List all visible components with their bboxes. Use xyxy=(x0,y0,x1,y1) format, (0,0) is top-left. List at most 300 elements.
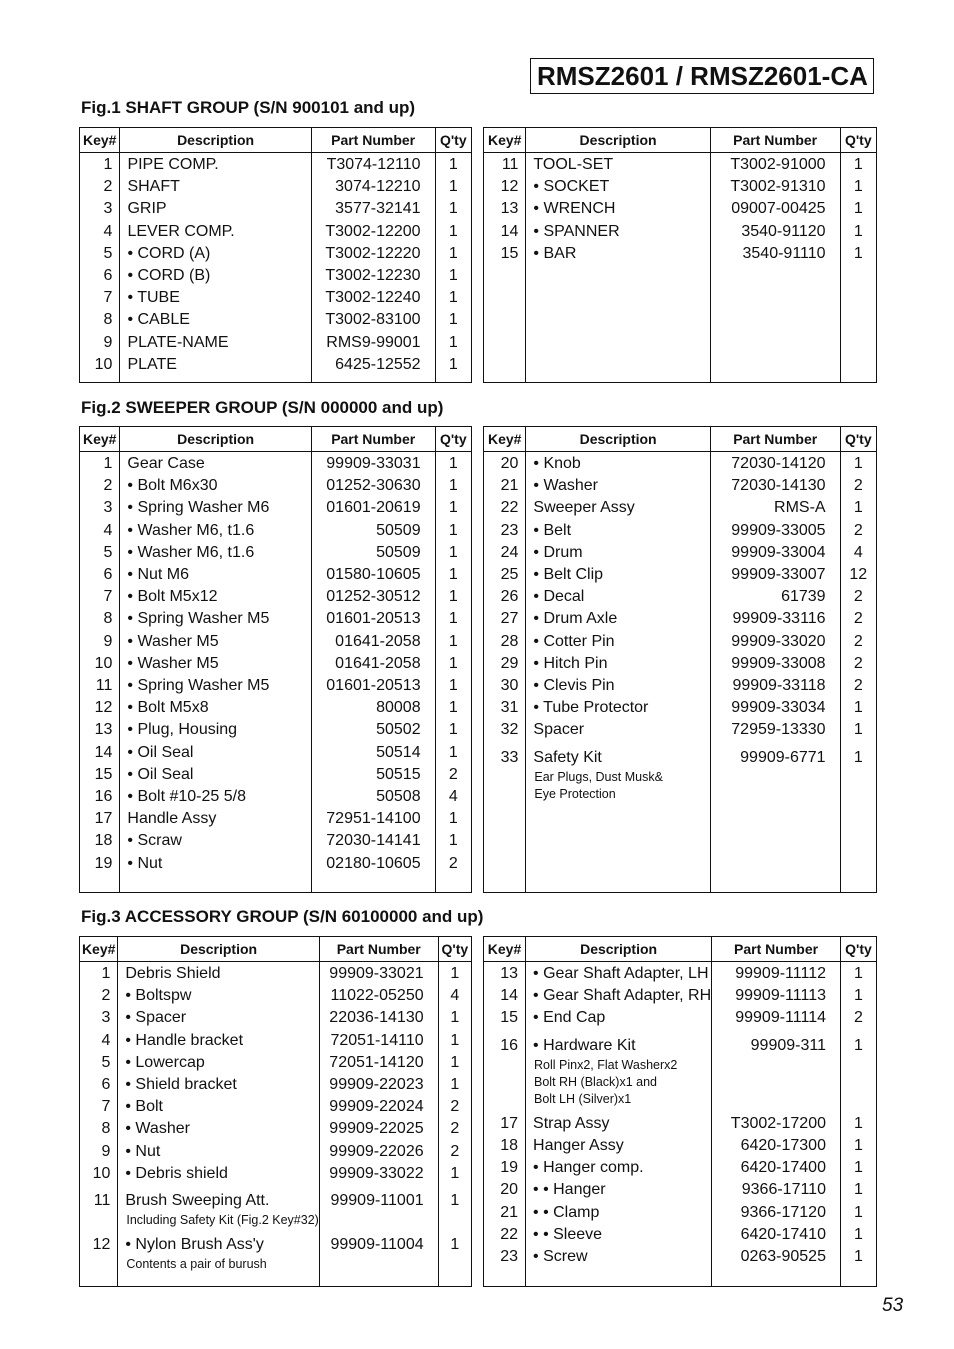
row-spacer xyxy=(711,769,840,803)
column-part xyxy=(710,452,840,893)
row-part: 99909-11001 xyxy=(330,1192,424,1210)
row-gap xyxy=(526,803,709,808)
row-key: 20 xyxy=(500,455,519,472)
row-spacer xyxy=(439,1256,471,1273)
row-spacer xyxy=(439,1212,471,1229)
row-qty: 1 xyxy=(853,156,863,173)
row-qty: 2 xyxy=(853,521,863,539)
row-key: 10 xyxy=(92,1164,111,1182)
row-key: 5 xyxy=(103,244,113,262)
row-gap xyxy=(841,803,876,808)
row-desc: • Spring Washer M6 xyxy=(127,499,270,517)
row-qty: 1 xyxy=(448,455,458,472)
row-key: 1 xyxy=(103,455,113,472)
row-key: 6 xyxy=(103,566,113,584)
row-key: 24 xyxy=(500,543,519,561)
header-key: Key# xyxy=(80,937,118,962)
row-desc: • End Cap xyxy=(533,1009,606,1027)
row-desc: • Drum Axle xyxy=(533,610,618,628)
row-key: 5 xyxy=(103,543,113,561)
row-key: 12 xyxy=(92,1236,111,1254)
row-desc: Safety Kit xyxy=(533,748,602,766)
row-desc: • Gear Shaft Adapter, RH xyxy=(533,987,712,1005)
row-qty: 1 xyxy=(448,156,458,173)
row-part: 99909-11004 xyxy=(330,1236,424,1254)
row-desc: LEVER COMP. xyxy=(127,222,235,240)
row-part: RMS9-99001 xyxy=(326,333,421,351)
row-note: Contents a pair of burush xyxy=(126,1257,267,1272)
row-part: 99909-33007 xyxy=(731,566,826,584)
row-key: 3 xyxy=(101,1009,111,1027)
header-key: Key# xyxy=(484,128,526,153)
row-part: 01601-20619 xyxy=(326,499,421,517)
row-desc: TOOL-SET xyxy=(533,156,614,173)
row-part: 99909-33004 xyxy=(731,543,826,561)
row-part: 72030-14120 xyxy=(731,455,826,472)
row-key: 20 xyxy=(500,1181,519,1199)
row-qty: 2 xyxy=(854,1009,863,1027)
header-description: Description xyxy=(526,427,710,452)
row-desc: GRIP xyxy=(127,200,167,218)
row-qty: 1 xyxy=(854,1036,863,1054)
row-key: 23 xyxy=(500,1248,519,1266)
row-part: T3002-91310 xyxy=(730,178,826,196)
row-key: 10 xyxy=(94,654,113,672)
row-qty: 2 xyxy=(853,477,863,495)
row-desc: • CORD (B) xyxy=(127,267,211,285)
header-qty: Q'ty xyxy=(840,937,876,962)
row-part: T3002-12230 xyxy=(325,267,421,285)
row-qty: 1 xyxy=(448,477,458,495)
row-qty: 1 xyxy=(450,1031,460,1049)
row-qty: 1 xyxy=(853,699,863,717)
fig1-right-table xyxy=(483,127,877,383)
row-part: 99909-11114 xyxy=(735,1009,826,1027)
row-part: T3002-83100 xyxy=(325,311,421,329)
column-desc xyxy=(120,452,311,893)
row-part: T3074-12110 xyxy=(326,156,421,173)
column-qty xyxy=(840,153,876,383)
row-part: 72030-14141 xyxy=(326,832,421,850)
row-part: 01601-20513 xyxy=(326,677,421,695)
column-desc xyxy=(120,153,311,383)
row-spacer xyxy=(80,1212,117,1229)
row-part: 02180-10605 xyxy=(326,854,421,872)
row-desc: • Decal xyxy=(533,588,585,606)
row-part: 99909-33116 xyxy=(732,610,826,628)
row-qty: 1 xyxy=(450,1164,460,1182)
row-desc: • Belt Clip xyxy=(533,566,604,584)
row-part: 99909-22023 xyxy=(329,1076,424,1094)
row-part: 9366-17120 xyxy=(740,1203,826,1221)
row-part: 99909-22026 xyxy=(329,1142,424,1160)
header-qty: Q'ty xyxy=(435,128,471,153)
row-qty: 4 xyxy=(450,987,460,1005)
header-part-number: Part Number xyxy=(319,937,438,962)
row-desc: • Gear Shaft Adapter, LH xyxy=(533,965,709,982)
row-key: 3 xyxy=(103,200,113,218)
row-part: 0263-90525 xyxy=(740,1248,826,1266)
row-key: 7 xyxy=(103,289,113,307)
row-desc: • Cotter Pin xyxy=(533,632,615,650)
row-desc: • BAR xyxy=(533,244,577,262)
row-key: 16 xyxy=(500,1036,519,1054)
row-desc: • Drum xyxy=(533,543,583,561)
row-key: 9 xyxy=(103,632,113,650)
row-part: 01641-2058 xyxy=(335,654,421,672)
row-desc: • Washer M5 xyxy=(127,632,219,650)
row-desc: • CABLE xyxy=(127,311,190,329)
fig2-title: Fig.2 SWEEPER GROUP (S/N 000000 and up) xyxy=(81,398,444,417)
row-part: 50509 xyxy=(376,521,421,539)
row-key: 19 xyxy=(94,854,113,872)
column-qty xyxy=(435,153,471,383)
row-qty: 1 xyxy=(854,1203,863,1221)
row-part: 99909-11112 xyxy=(735,965,826,982)
row-qty: 1 xyxy=(450,1236,460,1254)
row-qty: 1 xyxy=(854,965,863,982)
fig3-title: Fig.3 ACCESSORY GROUP (S/N 60100000 and up) xyxy=(81,907,484,926)
row-qty: 12 xyxy=(849,566,868,584)
row-qty: 1 xyxy=(448,677,458,695)
row-qty: 1 xyxy=(853,244,863,262)
row-key: 4 xyxy=(103,521,113,539)
row-desc: Gear Case xyxy=(127,455,205,472)
row-key: 22 xyxy=(500,499,519,517)
row-part: 3577-32141 xyxy=(335,200,421,218)
row-key: 2 xyxy=(103,477,113,495)
header-description: Description xyxy=(120,128,311,153)
header-key: Key# xyxy=(484,937,526,962)
row-key: 5 xyxy=(101,1053,111,1071)
header-key: Key# xyxy=(484,427,526,452)
row-part: 99909-33022 xyxy=(329,1164,424,1182)
column-desc xyxy=(526,153,710,383)
row-key: 23 xyxy=(500,521,519,539)
row-note: Eye Protection xyxy=(534,786,616,801)
row-qty: 1 xyxy=(450,1076,460,1094)
column-key xyxy=(484,962,526,1287)
row-desc: • Spring Washer M5 xyxy=(127,610,270,628)
row-gap xyxy=(118,1273,318,1278)
row-desc: • Bolt xyxy=(125,1098,163,1116)
row-desc: • Bolt M5x8 xyxy=(127,699,209,717)
row-qty: 1 xyxy=(450,1053,460,1071)
row-key: 2 xyxy=(103,178,113,196)
row-desc: • • Clamp xyxy=(533,1203,600,1221)
header-qty: Q'ty xyxy=(840,128,876,153)
row-part: 72959-13330 xyxy=(731,721,826,739)
row-desc: • Tube Protector xyxy=(533,699,649,717)
row-key: 15 xyxy=(500,244,519,262)
row-desc: • Bolt #10-25 5/8 xyxy=(127,788,246,806)
row-key: 28 xyxy=(500,632,519,650)
row-gap xyxy=(711,803,840,808)
row-key: 17 xyxy=(500,1114,519,1132)
row-qty: 1 xyxy=(448,311,458,329)
row-qty: 1 xyxy=(854,1181,863,1199)
column-qty xyxy=(438,962,471,1287)
row-key: 15 xyxy=(94,765,113,783)
row-desc: • Washer xyxy=(533,477,598,495)
row-desc: • • Hanger xyxy=(533,1181,606,1199)
row-desc: • Shield bracket xyxy=(125,1076,237,1094)
row-key: 14 xyxy=(500,987,519,1005)
row-spacer xyxy=(320,1256,438,1273)
row-qty: 1 xyxy=(448,832,458,850)
header-part-number: Part Number xyxy=(311,427,435,452)
row-spacer xyxy=(712,1057,840,1108)
row-desc: • Hardware Kit xyxy=(533,1036,636,1054)
row-key: 7 xyxy=(103,588,113,606)
row-spacer xyxy=(484,1057,525,1108)
column-part xyxy=(710,153,840,383)
row-qty: 1 xyxy=(448,499,458,517)
row-qty: 1 xyxy=(853,499,863,517)
row-key: 21 xyxy=(500,477,519,495)
row-qty: 4 xyxy=(853,543,863,561)
row-part: 72030-14130 xyxy=(731,477,826,495)
row-desc: PIPE COMP. xyxy=(127,156,219,173)
header-description: Description xyxy=(118,937,319,962)
row-desc: Sweeper Assy xyxy=(533,499,635,517)
row-desc: • Nut xyxy=(127,854,163,872)
header-qty: Q'ty xyxy=(438,937,471,962)
page-number: 53 xyxy=(882,1295,904,1316)
row-spacer xyxy=(320,1212,438,1229)
row-gap xyxy=(439,1273,471,1278)
row-desc: Spacer xyxy=(533,721,585,739)
column-part xyxy=(319,962,438,1287)
column-key xyxy=(80,962,118,1287)
row-desc: • Clevis Pin xyxy=(533,677,615,695)
row-key: 14 xyxy=(500,222,519,240)
row-part: 3540-91120 xyxy=(741,222,826,240)
row-qty: 1 xyxy=(448,632,458,650)
row-desc: • Washer M5 xyxy=(127,654,219,672)
row-qty: 2 xyxy=(448,765,458,783)
row-desc: Hanger Assy xyxy=(533,1137,624,1155)
row-part: 50515 xyxy=(376,765,421,783)
row-qty: 1 xyxy=(448,743,458,761)
row-desc: PLATE xyxy=(127,355,177,373)
row-qty: 1 xyxy=(853,222,863,240)
row-part: 99909-33020 xyxy=(731,632,826,650)
row-qty: 1 xyxy=(450,1009,460,1027)
row-key: 6 xyxy=(101,1076,111,1094)
row-desc: • Nut M6 xyxy=(127,566,190,584)
row-part: 50502 xyxy=(376,721,421,739)
row-key: 30 xyxy=(500,677,519,695)
row-qty: 1 xyxy=(853,721,863,739)
row-part: 72951-14100 xyxy=(326,810,421,828)
row-key: 33 xyxy=(500,748,519,766)
row-key: 27 xyxy=(500,610,519,628)
row-qty: 1 xyxy=(448,566,458,584)
row-key: 10 xyxy=(94,355,113,373)
row-key: 29 xyxy=(500,654,519,672)
row-key: 16 xyxy=(94,788,113,806)
row-note: Ear Plugs, Dust Musk& xyxy=(534,769,663,784)
row-key: 4 xyxy=(101,1031,111,1049)
fig1-left-table xyxy=(79,127,472,383)
row-desc: • Scraw xyxy=(127,832,182,850)
row-part: 22036-14130 xyxy=(329,1009,424,1027)
row-qty: 2 xyxy=(853,677,863,695)
row-part: 01580-10605 xyxy=(326,566,421,584)
row-part: 6420-17400 xyxy=(740,1159,826,1177)
row-part: T3002-12240 xyxy=(325,289,421,307)
row-desc: SHAFT xyxy=(127,178,180,196)
row-qty: 4 xyxy=(448,788,458,806)
row-part: 99909-33021 xyxy=(329,965,424,982)
row-desc: Handle Assy xyxy=(127,810,217,828)
row-qty: 1 xyxy=(448,610,458,628)
row-desc: • Boltspw xyxy=(125,987,192,1005)
column-desc xyxy=(526,452,710,893)
row-key: 3 xyxy=(103,499,113,517)
row-qty: 1 xyxy=(448,178,458,196)
row-key: 15 xyxy=(500,1009,519,1027)
row-spacer xyxy=(80,1256,117,1273)
row-key: 9 xyxy=(103,333,113,351)
row-key: 21 xyxy=(500,1203,519,1221)
row-key: 32 xyxy=(500,721,519,739)
row-key: 4 xyxy=(103,222,113,240)
column-desc xyxy=(118,962,319,1287)
row-desc: • Oil Seal xyxy=(127,765,194,783)
column-qty xyxy=(435,452,471,893)
row-key: 1 xyxy=(101,965,111,982)
header-part-number: Part Number xyxy=(311,128,435,153)
row-key: 13 xyxy=(94,721,113,739)
row-desc: • Washer M6, t1.6 xyxy=(127,543,255,561)
row-gap xyxy=(484,803,525,808)
row-key: 25 xyxy=(500,566,519,584)
row-key: 8 xyxy=(103,311,113,329)
row-qty: 2 xyxy=(853,654,863,672)
row-qty: 2 xyxy=(448,854,458,872)
row-desc: • Spacer xyxy=(125,1009,187,1027)
row-key: 22 xyxy=(500,1225,519,1243)
header-key: Key# xyxy=(80,128,120,153)
header-key: Key# xyxy=(80,427,120,452)
row-part: T3002-12200 xyxy=(325,222,421,240)
row-desc: Debris Shield xyxy=(125,965,221,982)
row-part: 99909-6771 xyxy=(740,748,826,766)
row-key: 11 xyxy=(501,156,519,173)
row-part: T3002-91000 xyxy=(730,156,826,173)
row-key: 8 xyxy=(101,1120,111,1138)
header-description: Description xyxy=(526,937,712,962)
row-spacer xyxy=(841,1057,876,1108)
row-qty: 1 xyxy=(854,1225,863,1243)
row-key: 31 xyxy=(500,699,519,717)
row-qty: 1 xyxy=(854,1114,863,1132)
row-qty: 1 xyxy=(448,654,458,672)
row-qty: 1 xyxy=(448,289,458,307)
row-note: Roll Pinx2, Flat Washerx2 xyxy=(534,1057,678,1072)
row-desc: Brush Sweeping Att. xyxy=(125,1192,270,1210)
row-part: 3540-91110 xyxy=(742,244,826,262)
row-part: 99909-33031 xyxy=(326,455,421,472)
row-part: 6425-12552 xyxy=(335,355,421,373)
row-qty: 2 xyxy=(853,632,863,650)
row-desc: • Belt xyxy=(533,521,572,539)
row-part: 99909-33008 xyxy=(731,654,826,672)
row-part: 01252-30512 xyxy=(326,588,421,606)
row-qty: 2 xyxy=(450,1098,460,1116)
row-part: 11022-05250 xyxy=(330,987,424,1005)
row-part: RMS-A xyxy=(774,499,826,517)
row-qty: 2 xyxy=(450,1120,460,1138)
row-qty: 2 xyxy=(450,1142,460,1160)
row-desc: • Spring Washer M5 xyxy=(127,677,270,695)
row-part: 6420-17300 xyxy=(740,1137,826,1155)
row-qty: 1 xyxy=(853,200,863,218)
row-qty: 1 xyxy=(853,748,863,766)
header-qty: Q'ty xyxy=(840,427,876,452)
row-qty: 1 xyxy=(448,810,458,828)
header-part-number: Part Number xyxy=(710,427,840,452)
row-part: 99909-33034 xyxy=(731,699,826,717)
row-desc: • Plug, Housing xyxy=(127,721,238,739)
fig3-left-table xyxy=(79,936,472,1287)
row-desc: • SPANNER xyxy=(533,222,620,240)
row-key: 18 xyxy=(500,1137,519,1155)
row-note: Bolt LH (Silver)x1 xyxy=(534,1091,632,1106)
row-qty: 1 xyxy=(448,699,458,717)
column-key xyxy=(484,153,526,383)
row-part: 01252-30630 xyxy=(326,477,421,495)
row-key: 12 xyxy=(94,699,113,717)
header-description: Description xyxy=(120,427,311,452)
row-qty: 1 xyxy=(448,355,458,373)
row-desc: • Oil Seal xyxy=(127,743,194,761)
row-desc: • SOCKET xyxy=(533,178,610,196)
row-desc: • Hitch Pin xyxy=(533,654,608,672)
row-qty: 1 xyxy=(854,1248,863,1266)
row-note: Bolt RH (Black)x1 and xyxy=(534,1074,657,1089)
row-qty: 1 xyxy=(448,222,458,240)
row-spacer xyxy=(841,769,876,803)
header-description: Description xyxy=(526,128,710,153)
row-qty: 1 xyxy=(450,965,460,982)
row-key: 11 xyxy=(95,677,113,695)
column-key xyxy=(80,153,120,383)
row-key: 7 xyxy=(101,1098,111,1116)
row-key: 2 xyxy=(101,987,111,1005)
row-qty: 1 xyxy=(448,200,458,218)
row-desc: • Lowercap xyxy=(125,1053,205,1071)
row-spacer xyxy=(484,769,525,803)
row-qty: 1 xyxy=(853,178,863,196)
row-part: 50514 xyxy=(376,743,421,761)
column-desc xyxy=(526,962,712,1287)
row-desc: • Hanger comp. xyxy=(533,1159,644,1177)
row-note: Including Safety Kit (Fig.2 Key#32) xyxy=(126,1213,319,1228)
model-title: RMSZ2601 / RMSZ2601-CA xyxy=(530,58,874,94)
row-desc: • • Sleeve xyxy=(533,1225,603,1243)
row-qty: 1 xyxy=(448,588,458,606)
row-key: 9 xyxy=(101,1142,111,1160)
row-qty: 1 xyxy=(448,244,458,262)
column-key xyxy=(80,452,120,893)
row-desc: • Knob xyxy=(533,455,581,472)
row-part: 72051-14120 xyxy=(329,1053,424,1071)
row-qty: 1 xyxy=(448,333,458,351)
row-qty: 1 xyxy=(448,543,458,561)
